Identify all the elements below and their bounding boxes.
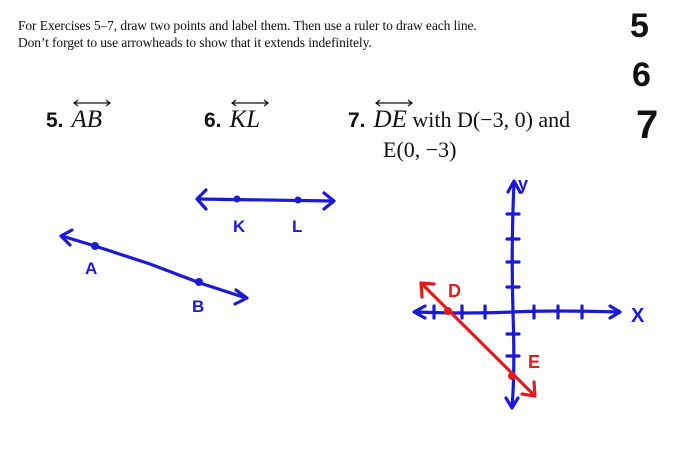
point-l xyxy=(295,197,302,204)
label-b: B xyxy=(192,297,205,316)
line-de xyxy=(423,285,533,394)
line-kl xyxy=(198,199,332,201)
point-d xyxy=(444,307,452,315)
label-k: K xyxy=(233,217,246,236)
exercise-7-label-text: DE xyxy=(373,106,407,133)
exercise-6-label-text: KL xyxy=(229,106,261,133)
margin-note-6: 6 xyxy=(632,56,651,94)
margin-note-7: 7 xyxy=(636,103,659,147)
instructions-line-1: For Exercises 5–7, draw two points and label them. Then use a ruler to draw each line. xyxy=(18,18,477,33)
label-l: L xyxy=(292,217,303,236)
label-d: D xyxy=(448,281,461,301)
margin-note-5: 5 xyxy=(630,7,649,45)
label-e: E xyxy=(528,352,541,372)
exercise-5-label-text: AB xyxy=(71,106,103,133)
instructions-line-2: Don’t forget to use arrowheads to show that it extends indefinitely. xyxy=(18,35,372,50)
point-b xyxy=(195,278,203,286)
point-k xyxy=(234,196,241,203)
exercise-7-text-1: with D(−3, 0) and xyxy=(406,107,571,132)
label-a: A xyxy=(85,259,98,278)
point-a xyxy=(91,242,99,250)
x-axis-label: X xyxy=(631,305,645,327)
exercise-6-number: 6. xyxy=(204,109,222,132)
line-kl-drawing xyxy=(197,190,334,236)
point-e xyxy=(508,372,516,380)
y-axis-label: y xyxy=(518,174,529,194)
margin-notes xyxy=(630,7,658,147)
exercise-7-number: 7. xyxy=(348,109,366,132)
coordinate-graph xyxy=(414,174,645,408)
line-ab-drawing xyxy=(61,230,247,316)
exercise-7-text-2: E(0, −3) xyxy=(383,137,457,162)
exercise-5-number: 5. xyxy=(46,109,64,132)
